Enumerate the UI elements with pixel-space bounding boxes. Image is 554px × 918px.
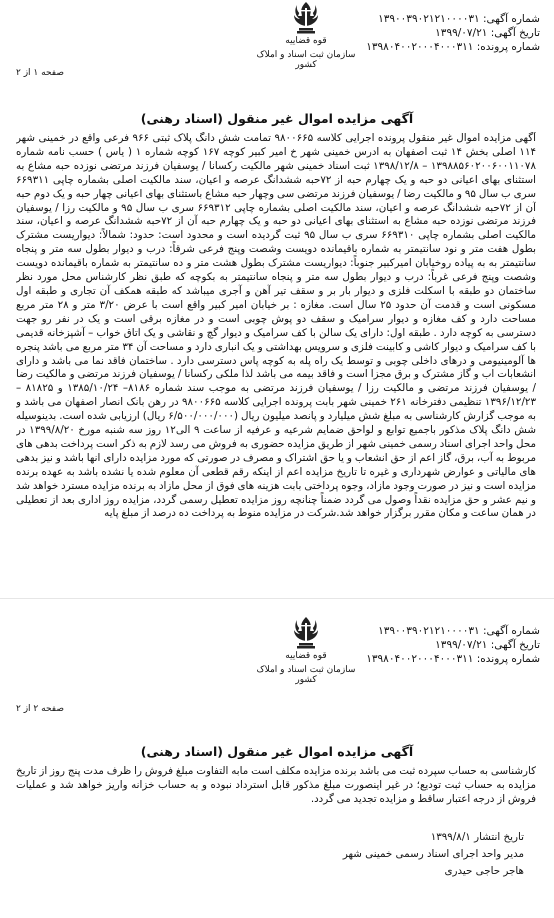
notice-title: آگهی مزایده اموال غیر منقول (اسناد رهنی) bbox=[140, 111, 414, 126]
page-divider bbox=[0, 598, 554, 599]
scales-of-justice-icon bbox=[290, 0, 322, 34]
ad-number: شماره آگهی: ۱۳۹۰۰۳۹۰۲۱۲۱۰۰۰۰۳۱ bbox=[378, 625, 540, 637]
judiciary-emblem bbox=[246, 0, 366, 70]
office-title: مدیر واحد اجرای اسناد رسمی خمینی شهر bbox=[342, 848, 524, 860]
emblem-judiciary-label: قوه قضاییه bbox=[285, 651, 327, 661]
signer-name: هاجر حاجی حیدری bbox=[444, 865, 524, 877]
case-number: شماره پرونده: ۱۳۹۸۰۴۰۰۲۰۰۰۴۰۰۰۳۱۱ bbox=[366, 41, 540, 53]
notice-title: آگهی مزایده اموال غیر منقول (اسناد رهنی) bbox=[140, 744, 414, 759]
page-indicator: صفحه ۲ از ۲ bbox=[16, 704, 64, 714]
judiciary-emblem bbox=[246, 615, 366, 685]
emblem-org-label: سازمان ثبت اسناد و املاک کشور bbox=[256, 665, 356, 685]
notice-body: کارشناسی به حساب سپرده ثبت می باشد برنده مزایده مکلف است مابه التفاوت مبلغ فروش را ظرف مدت پنج روز از تاریخ مزایده به حساب ثبت تودیع؛ در غیر اینصورت مبلغ مذکور قابل استرداد نبوده و به حساب خزانه واریز خواهد شد و عملیات فروش از درجه اعتبار ساقط و مزایده تجدید می گردد. bbox=[16, 765, 536, 805]
ad-date: تاریخ آگهی: ۱۳۹۹/۰۷/۲۱ bbox=[435, 639, 540, 651]
case-number: شماره پرونده: ۱۳۹۸۰۴۰۰۲۰۰۰۴۰۰۰۳۱۱ bbox=[366, 653, 540, 665]
emblem-judiciary-label: قوه قضاییه bbox=[285, 36, 327, 46]
ad-date: تاریخ آگهی: ۱۳۹۹/۰۷/۲۱ bbox=[435, 27, 540, 39]
publication-date: تاریخ انتشار ۱۳۹۹/۸/۱ bbox=[430, 831, 524, 843]
notice-body: آگهی مزایده اموال غیر منقول پرونده اجرایی کلاسه ۹۸۰۰۶۶۵ تمامت شش دانگ پلاک ثبتی ۹۶۶ فرعی واقع در خمینی شهر ۱۱۴ اصلی بخش ۱۴ ثبت اصفهان به ادرس خمینی شهر خ امیر کبیر کوچه ۱۶۷ کوچه شماره ۱ ( یاس ) حسب نامه شماره ۱۳۹۸۸۵۶۰۲۰۰۶۰۰۱۱۰۷۸ – ۱۳۹۸/۱۲/۸ ثبت اسناد خمینی شهر مالکیت رکسانا / یوسفیان فرزند مرتضی نوزده حبه مشاع به استثنای بهای اعیانی دو حبه و یک چهارم حبه از ۷۲حبه ششدانگ عرصه و اعیان، سند مالکیت اصلی بشماره چاپی ۶۶۹۳۱۱ سری ب سال ۹۵ و مالکیت رضا / یوسفیان فرزند مرتضی سی وچهار حبه مشاع باستثنای بهای اعیانی چهار حبه و یک دوم حبه آن از ۷۲حبه ششدانگ عرصه و اعیان، سند مالکیت اصلی بشماره چاپی ۶۶۹۳۱۲ سری ب سال ۹۵ و مالکیت رزا / یوسفیان فرزند مرتضی نوزده حبه مشاع به استثنای بهای اعیانی دو حبه و یک چهارم حبه آن از ۷۲حبه ششدانگ عرصه و اعیان، سند مالکیت اصلی بشماره چاپی ۶۶۹۳۱۰ سری ب سال ۹۵ ثبت گردیده است و محدود است: حدود: شمالاً: دیواریست مشترک بطول هفت متر و نود سانتیمتر به شماره باقیمانده دویست وشصت وپنج فرعی شرقاً: درب و دیوار بطول سه متر و پنجاه سانتیمتر به به پیاده روخیابان امیرکبیر جنوباً: دیواریست مشترک بطول هشت متر و ده سانتیمتر به شماره باقیمانده دویست وشصت وپنج فرعی غرباً: درب و دیوار بطول سه متر و پنجاه سانتیمتر به بکوچه که طبق نظر کارشناس محل مورد نظر ساختمان دو طبقه با اسکلت فلزی و دیوار بار بر و سقف تیر آهن و آجری میباشد که طبقه همکف آن تجاری و طبقه اول مسکونی است و قدمت آن حدود ۲۵ سال است. مغازه : بر خیابان امیر کبیر واقع است با عرض ۳/۲۰ متر و ۲۸ متر مربع مساحت دارد و کف مغازه و دیوار سرامیک و سقف دو پوش چوبی است و در مغازه برقی است و یک در نفر رو جهت دسترسی به کوچه دارد . طبقه اول: دارای یک سالن با کف سرامیک و دیوار گچ و نقاشی و یک اتاق خواب – آشپزخانه قدیمی با کف سرامیک و دیوار کاشی و کابینت فلزی و سرویس بهداشتی و یک انباری دارد و مساحت آن ۳۴ متر مربع می باشد پنجره ها آلومینیومی و درهای داخلی چوبی و توسط یک راه پله به کوچه پاس دسترسی دارد . ساختمان فاقد نما می باشد و دارای انشعابات اب و گاز مشترک و برق مجزا است و فاقد بیمه می باشد لذا ملکی رکسانا / یوسفیان فرزند مرتضی و مالکیت رضا / یوسفیان فرزند مرتضی و مالکیت رزا / یوسفیان فرزند مرتضی به موجب سند شماره ۸۱۸۶– ۱۳۸۵/۱۰/۲۴ و ۸۱۸۲۵ – ۱۳۹۶/۱۲/۲۳ تنظیمی دفترخانه ۲۶۱ خمینی شهر بابت پرونده اجرایی کلاسه ۹۸۰۰۶۶۵ در رهن بانک انصار اصفهان می باشد و به موجب گزارش کارشناسی به مبلغ شش میلیارد و پانصد میلیون ریال (۶/۵۰۰/۰۰۰/۰۰۰ ریال) ارزیابی شده است. بدینوسیله شش دانگ پلاک مذکور باجمیع توابع و لواحق ضمایم شرعیه و عرفیه از ساعت ۹ الی۱۲ روز سه شنبه مورخ ۱۳۹۹/۸/۲۰ در محل واحد اجرای اسناد رسمی خمینی شهر از طریق مزایده حضوری به فروش می رسد لازم به ذکر است پرداخت بدهی های مربوط به آب، برق، گاز اعم از حق انشعاب و یا حق اشتراک و مصرف در صورتی که مورد مزایده دارای انها باشد و نیز بدهی های مالیاتی و عوارض شهرداری و غیره تا تاریخ مزایده اعم از اینکه رقم قطعی آن معلوم شده یا نشده باشد به عهده برنده مزایده است و نیز در صورت وجود مازاد، وجوه پرداختی بابت هزینه های فوق از محل مازاد به برنده مزایده مسترد خواهد شد و نیم عشر و حق مزایده نقداً وصول می گردد ضمناً چنانچه روز مزایده تعطیل رسمی گردد، مزایده روز اداری بعد از تعطیلی در همان ساعت و مکان مقرر برگزار خواهد شد.شرکت در مزایده منوط به پرداخت ده درصد از مبلغ پایه bbox=[16, 132, 536, 520]
document-page-2 bbox=[0, 600, 554, 918]
scales-of-justice-icon bbox=[290, 615, 322, 649]
emblem-org-label: سازمان ثبت اسناد و املاک کشور bbox=[256, 50, 356, 70]
ad-number: شماره آگهی: ۱۳۹۰۰۳۹۰۲۱۲۱۰۰۰۰۳۱ bbox=[378, 13, 540, 25]
page-indicator: صفحه ۱ از ۲ bbox=[16, 68, 64, 78]
